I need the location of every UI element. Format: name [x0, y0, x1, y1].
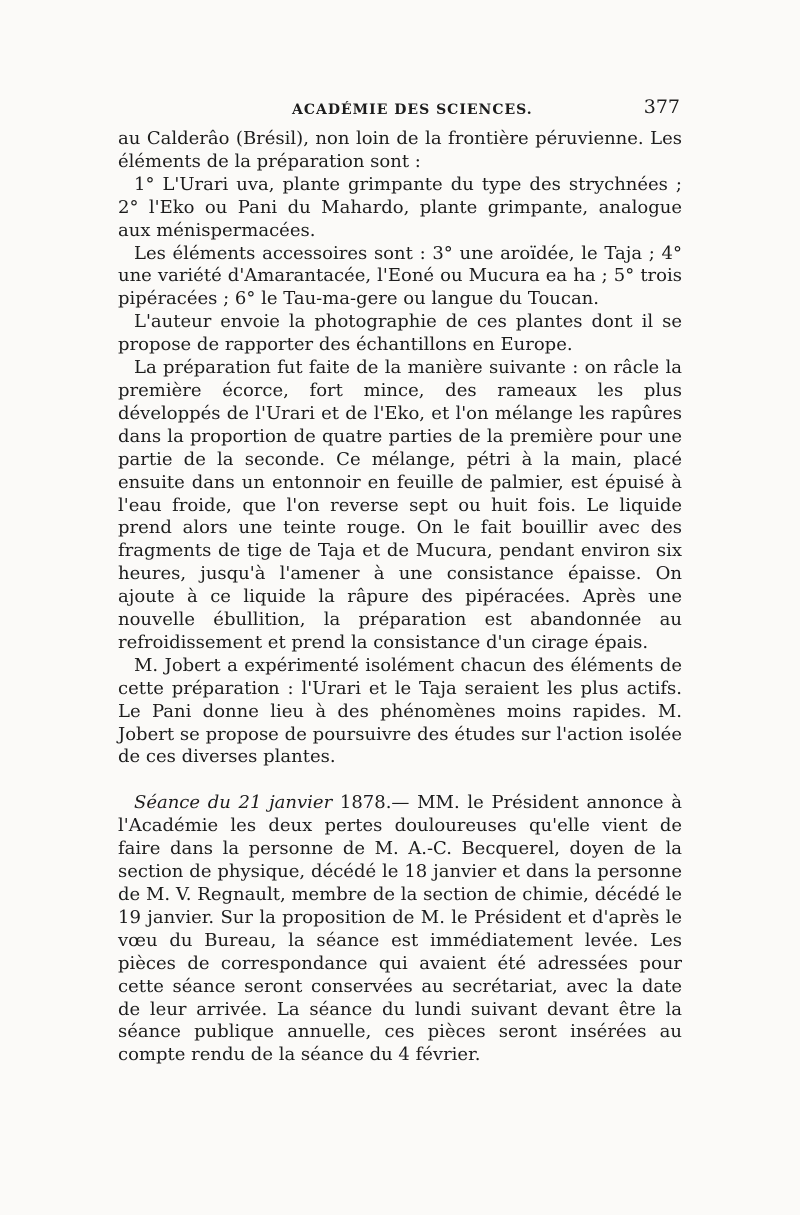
body-text: [118, 128, 682, 1067]
page-header: [118, 96, 682, 124]
running-title: ACADÉMIE DES SCIENCES.: [292, 102, 533, 118]
session-year: 1878.: [339, 792, 392, 814]
paragraph-experiments: M. Jobert a expérimenté isolément chacun des éléments de cette préparation : l'Urari et le Taja seraient les plus actifs. Le Pani donne lieu à des phénomènes moins rapides. M. Jobert se propose de poursuivre des études sur l'action isolée de ces diverses plantes.: [118, 654, 682, 768]
paragraph-accessory-elements: Les éléments accessoires sont : 3° une aroïdée, le Taja ; 4° une variété d'Amarantacée, l'Eoné ou Mucura ea ha ; 5° trois pipéracées ; 6° le Tau-ma-gere ou langue du Toucan.: [118, 242, 682, 310]
session-label: Séance du 21 janvier: [134, 792, 333, 814]
paragraph-continuation: au Calderâo (Brésil), non loin de la frontière péruvienne. Les éléments de la préparation sont :: [118, 128, 682, 172]
session-text: — MM. le Président annonce à l'Académie les deux pertes douloureuses qu'elle vient de faire dans la personne de M. A.-C. Becquerel, doyen de la section de physique, décédé le 18 janvier et dans la personne de M. V. Regnault, membre de la section de chimie, décédé le 19 janvier. Sur la proposition de M. le Président et d'après le vœu du Bureau, la séance est immédiatement levée. Les pièces de correspondance qui avaient été adressées pour cette séance seront conservées au secrétariat, avec la date de leur arrivée. La séance du lundi suivant devant être la séance publique annuelle, ces pièces seront insérées au compte rendu de la séance du 4 février.: [118, 792, 682, 1066]
page-number: 377: [643, 96, 680, 118]
paragraph-preparation: La préparation fut faite de la manière suivante : on râcle la première écorce, fort mince, des rameaux les plus développés de l'Urari et de l'Eko, et l'on mélange les rapûres dans la proportion de quatre parties de la première pour une partie de la seconde. Ce mélange, pétri à la main, placé ensuite dans un entonnoir en feuille de palmier, est épuisé à l'eau froide, que l'on reverse sept ou huit fois. Le liquide prend alors une teinte rouge. On le fait bouillir avec des fragments de tige de Taja et de Mucura, pendant environ six heures, jusqu'à l'amener à une consistance épaisse. On ajoute à ce liquide la râpure des pipéracées. Après une nouvelle ébullition, la préparation est abandonnée au refroidissement et prend la consistance d'un cirage épais.: [118, 357, 682, 653]
paragraph-session: [118, 792, 682, 1067]
paragraph-main-elements: 1° L'Urari uva, plante grimpante du type des strychnées ; 2° l'Eko ou Pani du Mahardo, plante grimpante, analogue aux ménispermacées.: [118, 173, 682, 241]
paragraph-photograph: L'auteur envoie la photographie de ces plantes dont il se propose de rapporter des échantillons en Europe.: [118, 311, 682, 356]
